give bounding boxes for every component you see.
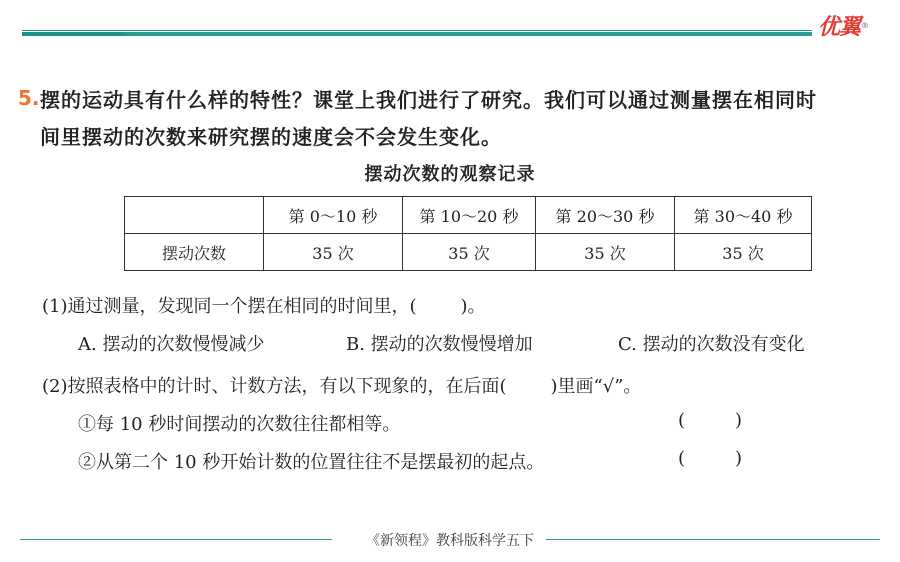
- option-b[interactable]: B. 摆动的次数慢慢增加: [346, 334, 533, 355]
- table-cell: 35 次: [536, 234, 675, 271]
- table-row-label: 摆动次数: [125, 234, 264, 271]
- footer-text: 《新领程》教科版科学五下: [366, 533, 534, 549]
- brand-logo: [812, 10, 874, 40]
- part2-text: (2)按照表格中的计时、计数方法，有以下现象的，在后面(: [42, 376, 507, 397]
- registered-mark: ®: [861, 20, 868, 30]
- part2-question: [42, 372, 641, 398]
- statement-2: ②从第二个 10 秒开始计数的位置往往不是摆最初的起点。: [78, 452, 545, 473]
- table-header-row: [125, 197, 812, 234]
- table-header-cell: 第 10～20 秒: [403, 197, 536, 234]
- table-header-cell: 第 30～40 秒: [675, 197, 812, 234]
- part1-question: [42, 292, 486, 318]
- observation-table: [124, 196, 812, 271]
- header-rule: [22, 32, 812, 36]
- part1-text: (1)通过测量，发现同一个摆在相同的时间里，(: [42, 296, 417, 317]
- statement-2-answer-box[interactable]: ( ): [678, 448, 743, 469]
- option-c[interactable]: C. 摆动的次数没有变化: [618, 334, 805, 355]
- table-header-cell: [125, 197, 264, 234]
- question-text-line2: 间里摆动的次数来研究摆的速度会不会发生变化。: [40, 125, 502, 149]
- part1-end: )。: [460, 296, 486, 317]
- option-a[interactable]: A. 摆动的次数慢慢减少: [78, 334, 265, 355]
- header-rule-thin: [22, 30, 812, 31]
- table-header-cell: 第 20～30 秒: [536, 197, 675, 234]
- statement-1: ①每 10 秒时间摆动的次数往往都相等。: [78, 414, 401, 435]
- statement-1-answer-box[interactable]: ( ): [678, 410, 743, 431]
- question-text-line1: 摆的运动具有什么样的特性？课堂上我们进行了研究。我们可以通过测量摆在相同时: [40, 88, 817, 112]
- table-cell: 35 次: [403, 234, 536, 271]
- table-title: 摆动次数的观察记录: [364, 164, 536, 185]
- table-cell: 35 次: [675, 234, 812, 271]
- table-row: [125, 234, 812, 271]
- table-header-cell: 第 0～10 秒: [264, 197, 403, 234]
- part2-end: )里画“√”。: [550, 376, 642, 397]
- question-number: 5.: [18, 86, 40, 110]
- brand-logo-text: 优翼: [817, 14, 860, 40]
- table-cell: 35 次: [264, 234, 403, 271]
